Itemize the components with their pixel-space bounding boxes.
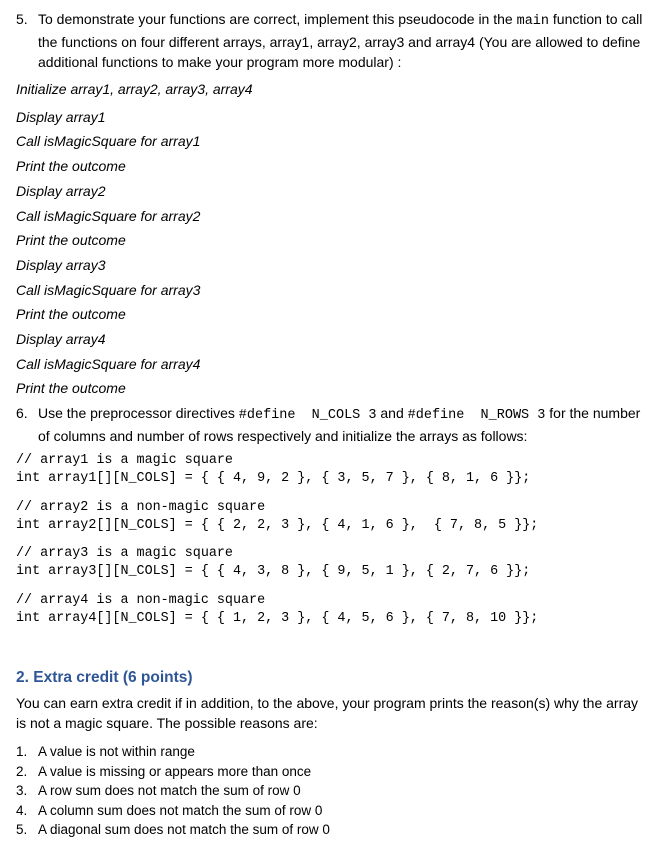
pseudocode-line: Print the outcome bbox=[16, 306, 126, 322]
code-comment: // array3 is a magic square bbox=[16, 546, 233, 561]
code-declaration: int array3[][N_COLS] = { { 4, 3, 8 }, { 9, 5, 1 }, { 2, 7, 6 }}; bbox=[16, 564, 531, 579]
code-comment: // array2 is a non-magic square bbox=[16, 500, 266, 515]
item-5-number: 5. bbox=[16, 11, 28, 27]
instruction-item-6 bbox=[16, 403, 647, 446]
pseudocode-line: Display array1 bbox=[16, 109, 106, 125]
extra-credit-intro: You can earn extra credit if in addition, to the above, your program prints the reason(s) why the array is not a magic square. The possible reasons are: bbox=[16, 695, 639, 731]
code-declaration: int array2[][N_COLS] = { { 2, 2, 3 }, { 4, 1, 6 }, { 7, 8, 5 }}; bbox=[16, 518, 539, 533]
item-5-text: To demonstrate your functions are correct, implement this pseudocode in the main function to call the functions on four different arrays, array1, array2, array3 and array4 (You are allowed to define additional functions to make your program more modular) : bbox=[38, 11, 643, 70]
extra-credit-heading: 2. Extra credit (6 points) bbox=[16, 669, 193, 686]
pseudocode-line: Call isMagicSquare for array1 bbox=[16, 133, 201, 149]
code-comment: // array1 is a magic square bbox=[16, 453, 233, 468]
item-6-number: 6. bbox=[16, 405, 28, 421]
code-declaration: int array4[][N_COLS] = { { 1, 2, 3 }, { 4, 5, 6 }, { 7, 8, 10 }}; bbox=[16, 611, 539, 626]
instruction-item-5 bbox=[16, 9, 647, 72]
pseudocode-line: Call isMagicSquare for array4 bbox=[16, 356, 201, 372]
pseudocode-line: Print the outcome bbox=[16, 380, 126, 396]
item-6-text: Use the preprocessor directives #define N_COLS 3 and #define N_ROWS 3 for the number of columns and number of rows respectively and initialize the arrays as follows: bbox=[38, 405, 641, 444]
pseudocode-line: Display array2 bbox=[16, 183, 106, 199]
pseudocode-line: Display array4 bbox=[16, 331, 106, 347]
document-page: 5. To demonstrate your functions are correct, implement this pseudocode in the main function to call the functions on four different arrays, array1, array2, array3 and array4 (You are allowed to define additional functions to make your program more modular) : Initialize array1, array2, array3, array4 Display array1 Call isMagicSquare for array1 Print the outcome Display array2 Call isMagicSquare for array2 Print the outcome Display array3 Call isMagicSquare for array3 Print the outcome Display array4 Call isMagicSquare for array4 Print the outcome 6. Use the preprocessor directives #define N_COLS 3 and #define N_ROWS 3 for the number of columns and number of rows respectively and initialize the arrays as follows: // array1 is a magic square int array1[][N_COLS] = { { 4, 9, 2 }, { 3, 5, 7 }, { 8, 1, 6 }}; // array2 is a non-magic square int array2[][N_COLS] = { { 2, 2, 3 }, { 4, 1, 6 }, { 7, 8, 5 }}; // array3 is a magic square int array3[][N_COLS] = { { 4, 3, 8 }, { 9, 5, 1 }, { 2, 7, 6 }}; // array4 is a non-magic square int array4[][N_COLS] = { { 1, 2, 3 }, { 4, 5, 6 }, { 7, 8, 10 }}; 2. Extra credit (6 points) You can earn extra credit if in addition, to the above, your program prints the reason(s) why the array is not a magic square. The possible reasons are: 1. A value is not within range 2. A value is missing or appears more than once 3. A row sum does not match the sum of row 0 4. A column sum does not match the sum of row 0 5. A diagonal sum does not match the sum of row 0 bbox=[0, 0, 671, 851]
pseudocode-line: Display array3 bbox=[16, 257, 106, 273]
code-declaration: int array1[][N_COLS] = { { 4, 9, 2 }, { 3, 5, 7 }, { 8, 1, 6 }}; bbox=[16, 471, 531, 486]
pseudocode-line: Print the outcome bbox=[16, 232, 126, 248]
code-main: main bbox=[516, 14, 549, 29]
pseudocode-line: Print the outcome bbox=[16, 158, 126, 174]
pseudocode-line: Call isMagicSquare for array2 bbox=[16, 208, 201, 224]
code-comment: // array4 is a non-magic square bbox=[16, 593, 266, 608]
code-define-cols: #define N_COLS 3 bbox=[238, 408, 377, 423]
code-define-rows: #define N_ROWS 3 bbox=[407, 408, 546, 423]
pseudocode-line: Initialize array1, array2, array3, array4 bbox=[16, 81, 253, 97]
pseudocode-line: Call isMagicSquare for array3 bbox=[16, 282, 201, 298]
